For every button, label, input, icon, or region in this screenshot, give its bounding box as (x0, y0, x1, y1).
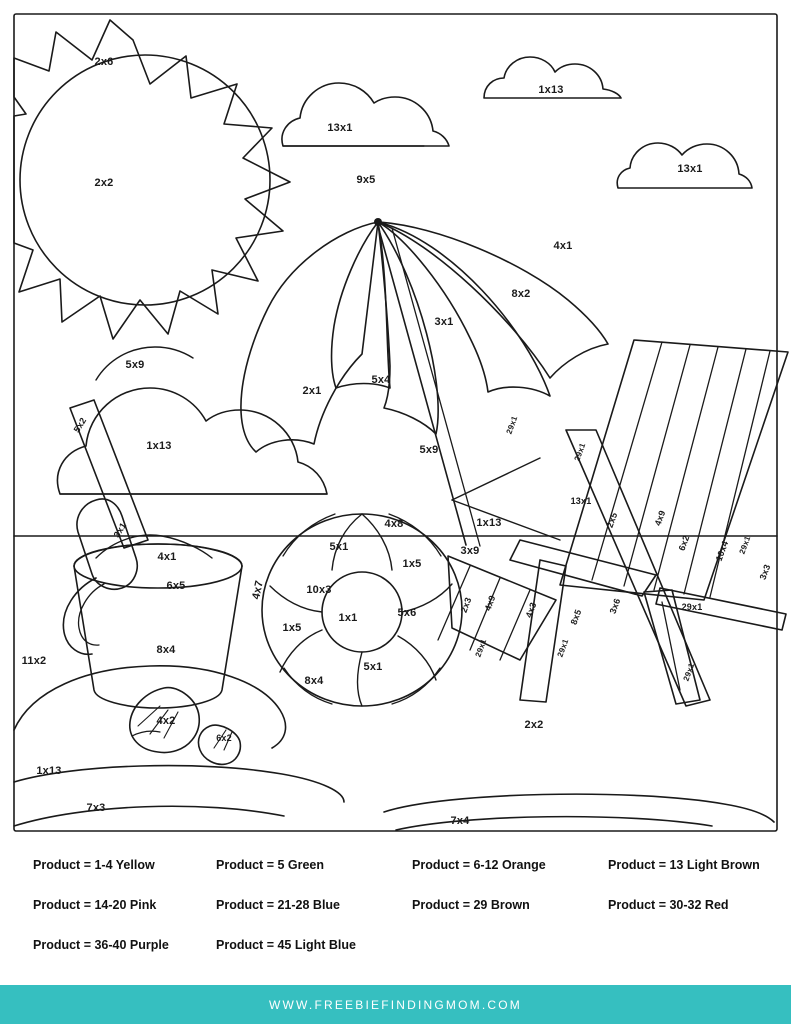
product-label: 1x1 (338, 612, 358, 624)
product-label: 4x1 (553, 240, 573, 252)
legend-item-green: Product = 5 Green (216, 858, 325, 872)
product-label: 29x1 (504, 414, 520, 436)
product-label: 8x4 (156, 644, 176, 656)
product-label: 6x2 (676, 533, 692, 553)
product-label: 5x2 (71, 415, 89, 435)
product-label: 1x5 (402, 558, 422, 570)
product-label: 29x1 (681, 661, 697, 683)
product-label: 13x1 (327, 122, 353, 134)
footer-bar (0, 985, 791, 1024)
product-label: 13x1 (677, 163, 703, 175)
product-label: 3x3 (757, 562, 773, 582)
product-label: 6x2 (216, 733, 232, 743)
product-label: 8x2 (511, 288, 531, 300)
product-label: 5x6 (397, 607, 417, 619)
product-label: 9x5 (356, 174, 376, 186)
legend-item-red: Product = 30-32 Red (608, 898, 729, 912)
product-label: 5x9 (125, 359, 145, 371)
legend-row (0, 885, 791, 925)
product-label: 1x13 (146, 440, 172, 452)
product-label: 1x5 (282, 622, 302, 634)
legend-row (0, 925, 791, 965)
website-url: WWW.FREEBIEFINDINGMOM.COM (269, 997, 522, 1012)
product-label: 7x4 (450, 815, 470, 827)
product-label: 3x6 (607, 596, 623, 616)
product-label: 2x2 (524, 719, 544, 731)
product-label: 29x1 (681, 602, 703, 612)
legend-item-orange: Product = 6-12 Orange (412, 858, 546, 872)
legend-item-light-blue: Product = 45 Light Blue (216, 938, 356, 952)
product-label: 8x5 (568, 607, 584, 627)
legend-item-blue: Product = 21-28 Blue (216, 898, 340, 912)
legend-item-purple: Product = 36-40 Purple (33, 938, 169, 952)
product-label: 3x1 (434, 316, 454, 328)
product-label: 3x9 (460, 545, 480, 557)
legend-item-yellow: Product = 1-4 Yellow (33, 858, 155, 872)
product-label: 3x1 (111, 520, 129, 540)
product-label: 1x13 (476, 517, 502, 529)
product-label: 2x5 (604, 510, 620, 530)
product-label: 10x3 (306, 584, 332, 596)
product-label: 13x1 (570, 496, 592, 506)
product-label: 4x3 (523, 600, 539, 620)
product-label: 4x8 (384, 518, 404, 530)
legend-item-brown: Product = 29 Brown (412, 898, 530, 912)
product-label: 4x9 (652, 508, 668, 528)
product-label: 29x1 (572, 441, 588, 463)
product-label: 4x7 (250, 579, 266, 601)
color-key-legend (0, 845, 791, 985)
product-label: 7x3 (86, 802, 106, 814)
product-label: 2x2 (94, 177, 114, 189)
legend-item-light-brown: Product = 13 Light Brown (608, 858, 760, 872)
product-label: 6x5 (166, 580, 186, 592)
product-label: 29x1 (555, 637, 571, 659)
legend-item-empty-2 (590, 925, 791, 965)
product-label: 1x13 (36, 765, 62, 777)
product-label: 29x1 (473, 637, 489, 659)
product-label: 5x1 (329, 541, 349, 553)
product-label: 4x1 (157, 551, 177, 563)
product-label: 4x9 (482, 593, 498, 613)
product-label: 11x2 (21, 655, 47, 667)
product-label: 5x1 (363, 661, 383, 673)
product-label: 5x9 (419, 444, 439, 456)
product-label: 2x3 (458, 595, 474, 615)
product-label: 2x1 (302, 385, 322, 397)
legend-row (0, 845, 791, 885)
product-label: 29x1 (737, 534, 753, 556)
product-label: 8x4 (304, 675, 324, 687)
legend-item-pink: Product = 14-20 Pink (33, 898, 157, 912)
product-label: 2x6 (94, 56, 114, 68)
legend-item-empty-1 (392, 925, 590, 965)
product-label: 10x4 (713, 539, 731, 563)
product-label: 5x4 (371, 374, 391, 386)
product-label: 4x2 (156, 715, 176, 727)
product-label: 1x13 (538, 84, 564, 96)
